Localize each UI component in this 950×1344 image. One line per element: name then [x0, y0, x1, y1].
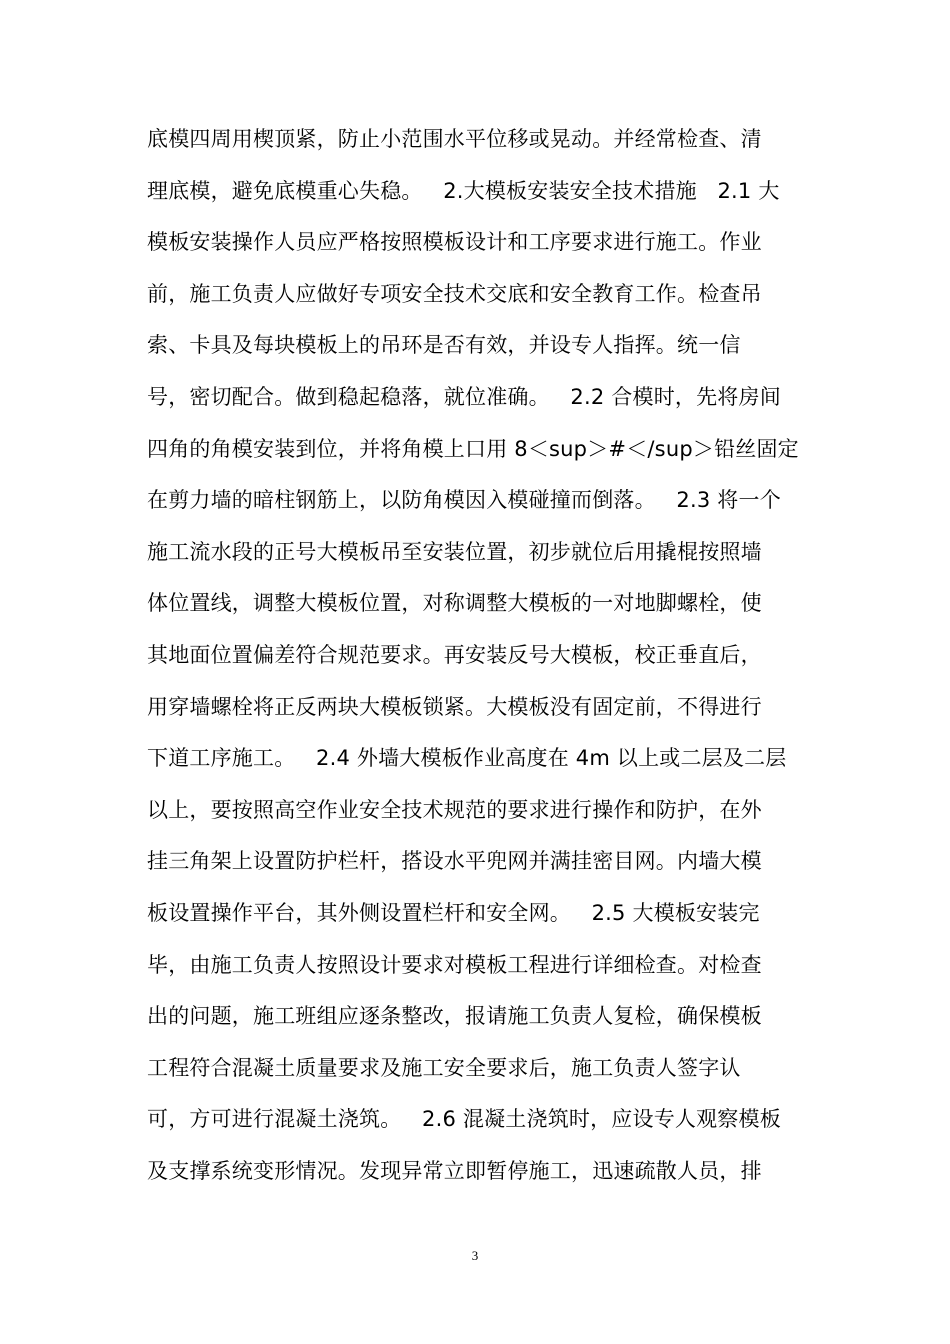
text-line-11: 其地面位置偏差符合规范要求。再安装反号大模板，校正垂直后，	[147, 642, 762, 667]
text-line-6: 号，密切配合。做到稳起稳落，就位准确。 2.2 合模时，先将房间	[147, 384, 781, 409]
text-line-15: 挂三角架上设置防护栏杆，搭设水平兜网并满挂密目网。内墙大模	[147, 849, 762, 874]
text-line-9: 施工流水段的正号大模板吊至安装位置，初步就位后用撬棍按照墙	[147, 539, 762, 564]
text-line-5: 索、卡具及每块模板上的吊环是否有效，并设专人指挥。统一信	[147, 333, 741, 358]
text-line-18: 出的问题，施工班组应逐条整改，报请施工负责人复检，确保模板	[147, 1004, 762, 1029]
text-line-2: 理底模，避免底模重心失稳。 2.大模板安装安全技术措施 2.1 大	[147, 178, 780, 203]
text-line-13: 下道工序施工。 2.4 外墙大模板作业高度在 4m 以上或二层及二层	[147, 746, 787, 771]
page-number: 3	[471, 1248, 479, 1263]
text-line-20: 可，方可进行混凝土浇筑。 2.6 混凝土浇筑时，应设专人观察模板	[147, 1107, 781, 1132]
text-line-4: 前，施工负责人应做好专项安全技术交底和安全教育工作。检查吊	[147, 281, 762, 306]
text-line-8: 在剪力墙的暗柱钢筋上，以防角模因入模碰撞而倒落。 2.3 将一个	[147, 488, 781, 513]
text-line-16: 板设置操作平台，其外侧设置栏杆和安全网。 2.5 大模板安装完	[147, 900, 760, 925]
text-line-14: 以上，要按照高空作业安全技术规范的要求进行操作和防护，在外	[147, 797, 762, 822]
text-line-1: 底模四周用楔顶紧，防止小范围水平位移或晃动。并经常检查、清	[147, 127, 762, 151]
text-line-3: 模板安装操作人员应严格按照模板设计和工序要求进行施工。作业	[147, 230, 762, 255]
text-line-19: 工程符合混凝土质量要求及施工安全要求后，施工负责人签字认	[147, 1055, 741, 1080]
text-line-7: 四角的角模安装到位，并将角模上口用 8＜sup＞#＜/sup＞铅丝固定	[147, 436, 799, 461]
body-text	[147, 114, 827, 1197]
text-line-10: 体位置线，调整大模板位置，对称调整大模板的一对地脚螺栓，使	[147, 591, 762, 616]
text-line-17: 毕，由施工负责人按照设计要求对模板工程进行详细检查。对检查	[147, 952, 762, 977]
text-line-12: 用穿墙螺栓将正反两块大模板锁紧。大模板没有固定前，不得进行	[147, 694, 762, 719]
text-line-21: 及支撑系统变形情况。发现异常立即暂停施工，迅速疏散人员，排	[147, 1158, 762, 1183]
